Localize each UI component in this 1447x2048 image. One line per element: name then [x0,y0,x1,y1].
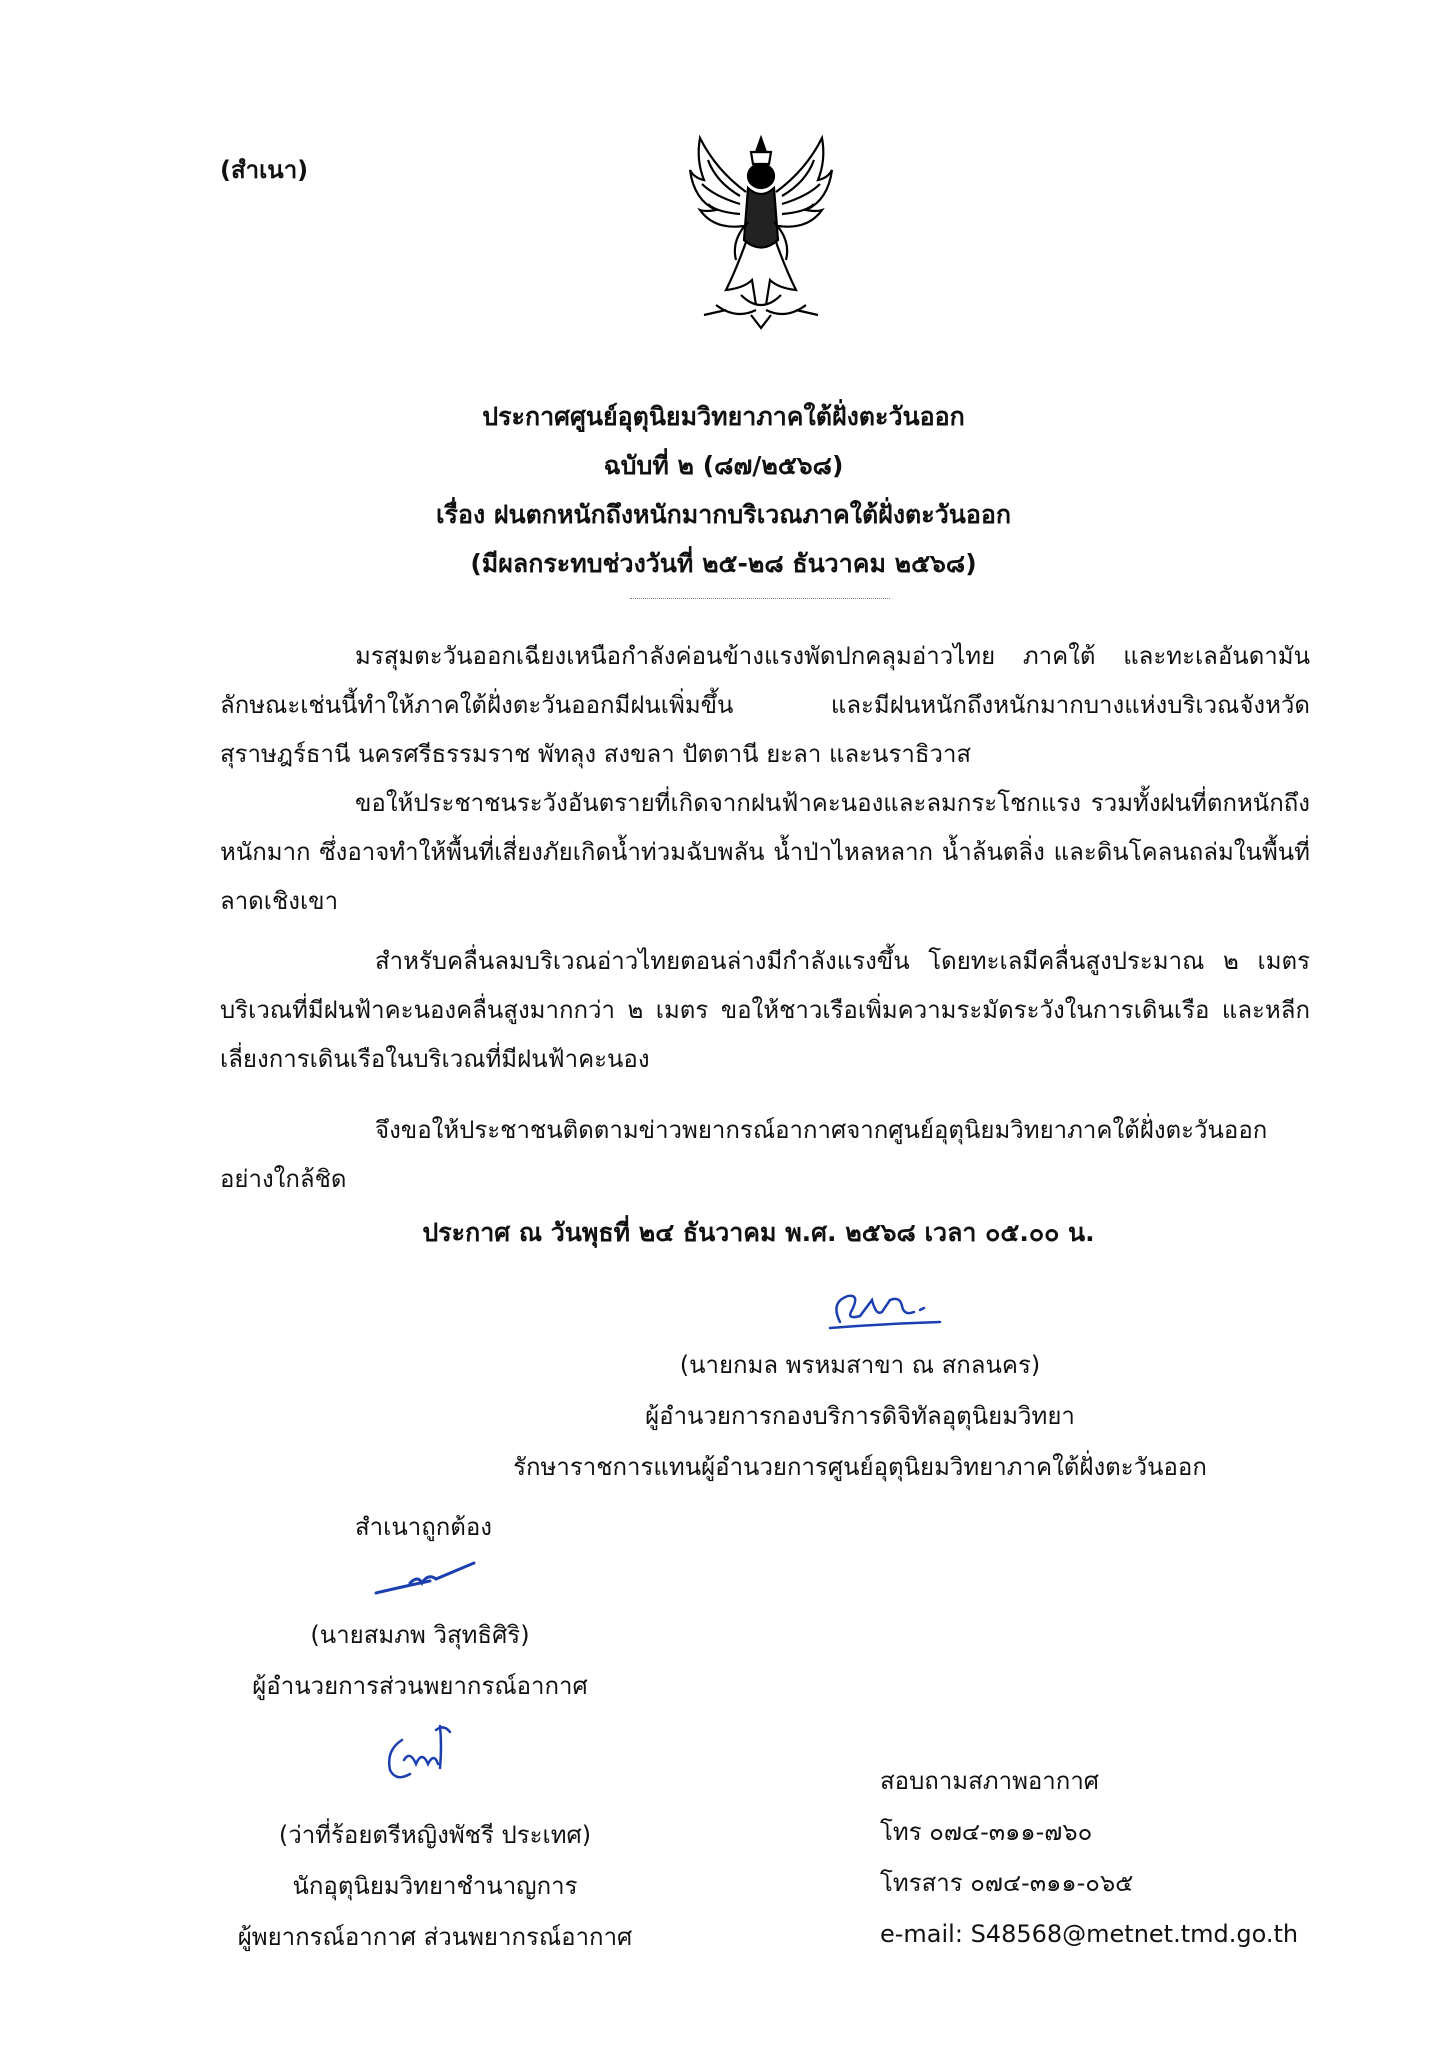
contact-email: e-mail: S48568@metnet.tmd.go.th [880,1920,1299,1948]
signature-director-icon [820,1282,960,1337]
title-line-2: ฉบับที่ ๒ (๘๗/๒๕๖๘) [603,451,844,480]
contact-fax: โทรสาร ๐๗๔-๓๑๑-๐๖๕ [880,1869,1134,1897]
title-divider [630,598,890,599]
signer-position-1: ผู้อำนวยการกองบริการดิจิทัลอุตุนิยมวิทยา [645,1402,1075,1430]
title-line-4: (มีผลกระทบช่วงวันที่ ๒๕-๒๘ ธันวาคม ๒๕๖๘) [470,549,977,578]
paragraph-waves: สำหรับคลื่นลมบริเวณอ่าวไทยตอนล่างมีกำลังแรงขึ้น โดยทะเลมีคลื่นสูงประมาณ ๒ เมตร บริเวณที่มีฝนฟ้าคะนองคลื่นสูงมากกว่า ๒ เมตร ขอให้ชาวเรือเพิ่มความระมัดระวังในการเดินเรือ และหลีกเลี่ยงการเดินเรือในบริเวณที่มีฝนฟ้าคะนอง [220,947,1310,1073]
signer-name: (นายกมล พรหมสาขา ณ สกลนคร) [679,1351,1041,1379]
signer2-name: (นายสมภพ วิสุทธิศิริ) [310,1621,530,1649]
copy-mark: (สำเนา) [220,156,309,184]
signer2-block [210,1610,630,1712]
body-section-2 [220,937,1310,1084]
body-section-1 [220,632,1310,926]
contact-phone: โทร ๐๗๔-๓๑๑-๗๖๐ [880,1818,1093,1846]
signer-position-2: รักษาราชการแทนผู้อำนวยการศูนย์อุตุนิยมวิทยาภาคใต้ฝั่งตะวันออก [513,1453,1207,1481]
contact-block [880,1756,1298,1960]
signer3-position-2: ผู้พยากรณ์อากาศ ส่วนพยากรณ์อากาศ [237,1923,633,1951]
garuda-emblem-icon [686,130,836,330]
signer3-name: (ว่าที่ร้อยตรีหญิงพัชรี ประเทศ) [278,1821,592,1849]
paragraph-warning: ขอให้ประชาชนระวังอันตรายที่เกิดจากฝนฟ้าคะนองและลมกระโชกแรง รวมทั้งฝนที่ตกหนักถึงหนักมาก ซึ่งอาจทำให้พื้นที่เสี่ยงภัยเกิดน้ำท่วมฉับพลัน น้ำป่าไหลหลาก น้ำล้นตลิ่ง และดินโคลนถล่มในพื้นที่ลาดเชิงเขา [220,789,1310,915]
body-section-3 [220,1106,1310,1204]
signature-meteorologist-icon [380,1720,460,1785]
announcement-date: ประกาศ ณ วันพุธที่ ๒๔ ธันวาคม พ.ศ. ๒๕๖๘ เวลา ๐๕.๐๐ น. [422,1218,1095,1247]
signer3-block [170,1810,700,1963]
signature-forecast-director-icon [370,1555,480,1605]
signer-block [470,1340,1250,1493]
title-line-3: เรื่อง ฝนตกหนักถึงหนักมากบริเวณภาคใต้ฝั่งตะวันออก [436,500,1011,529]
paragraph-monsoon: มรสุมตะวันออกเฉียงเหนือกำลังค่อนข้างแรงพัดปกคลุมอ่าวไทย ภาคใต้ และทะเลอันดามัน ลักษณะเช่นนี้ทำให้ภาคใต้ฝั่งตะวันออกมีฝนเพิ่มขึ้น และมีฝนหนักถึงหนักมากบางแห่งบริเวณจังหวัดสุราษฎร์ธานี นครศรีธรรมราช พัทลุง สงขลา ปัตตานี ยะลา และนราธิวาส [220,642,1310,768]
title-line-1: ประกาศศูนย์อุตุนิยมวิทยาภาคใต้ฝั่งตะวันออก [482,402,965,431]
certified-copy-label: สำเนาถูกต้อง [355,1513,492,1541]
announcement-title [0,392,1447,588]
signer2-position: ผู้อำนวยการส่วนพยากรณ์อากาศ [252,1672,588,1700]
paragraph-follow-news: จึงขอให้ประชาชนติดตามข่าวพยากรณ์อากาศจากศูนย์อุตุนิยมวิทยาภาคใต้ฝั่งตะวันออกอย่างใกล้ชิด [220,1116,1268,1193]
signer3-position-1: นักอุตุนิยมวิทยาชำนาญการ [292,1872,578,1900]
contact-heading: สอบถามสภาพอากาศ [880,1767,1100,1795]
